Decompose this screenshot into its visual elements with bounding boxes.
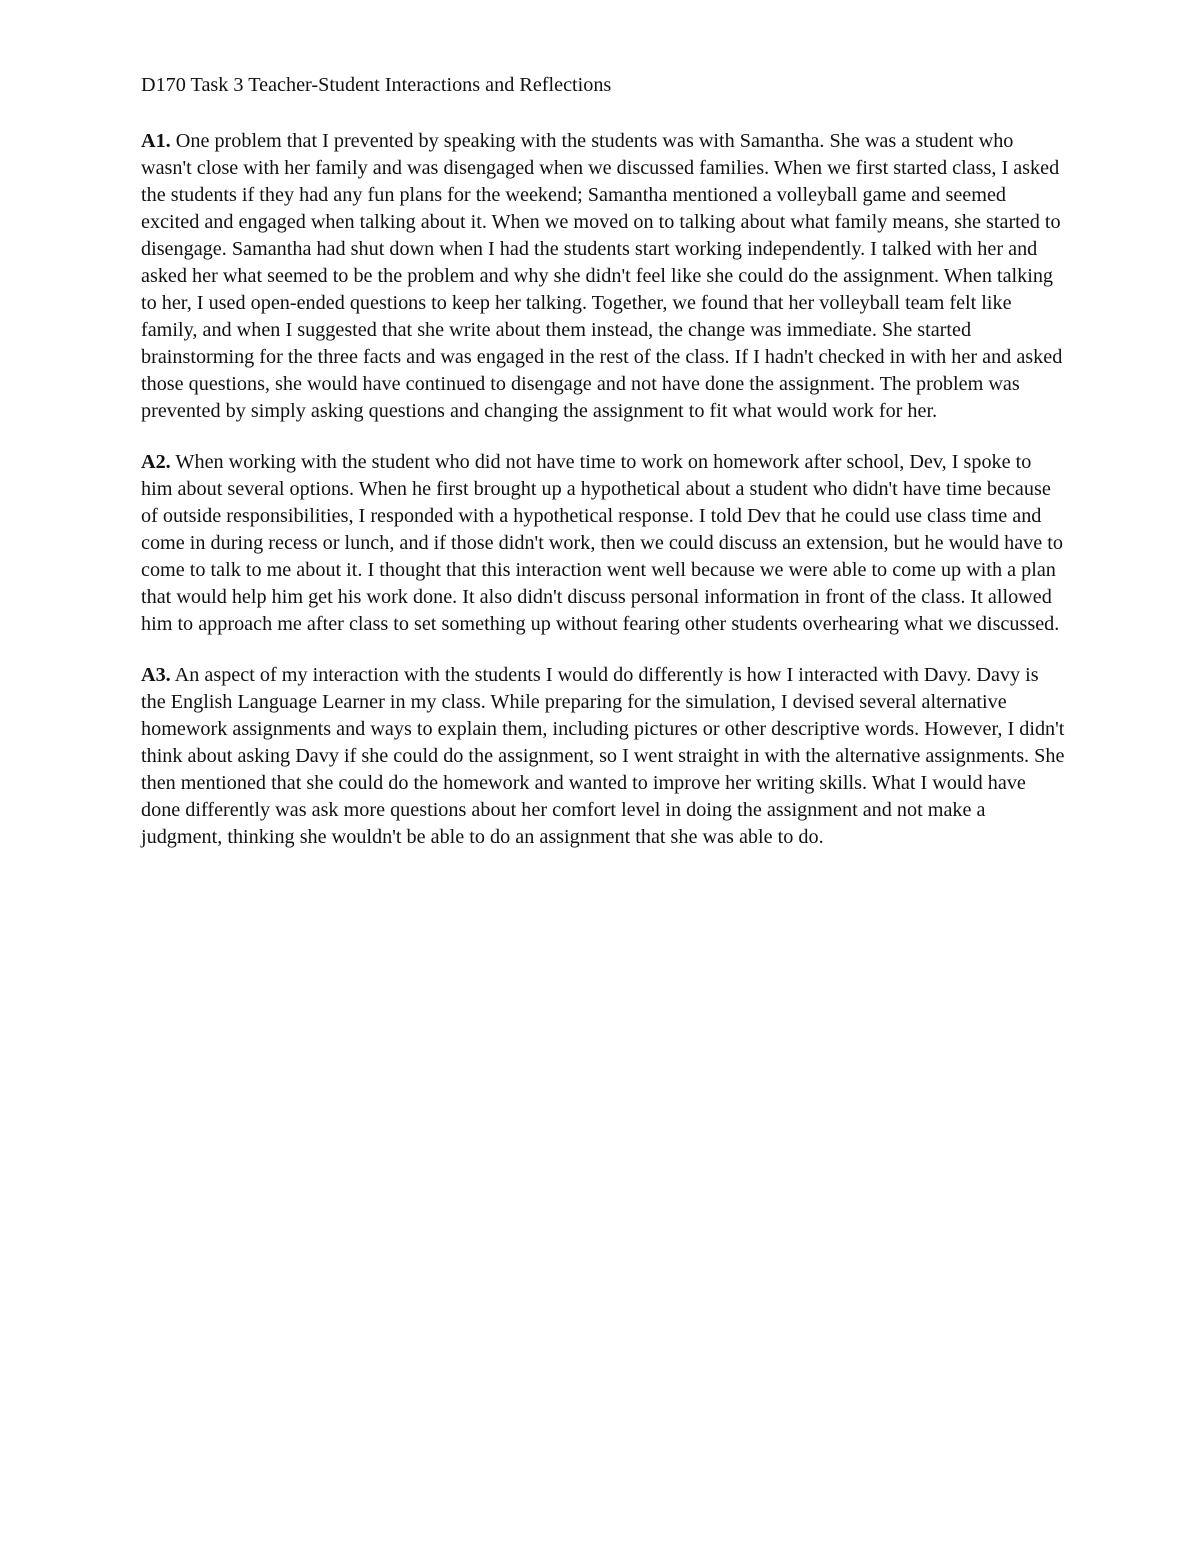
section-a1-text: One problem that I prevented by speaking with the students was with Samantha. She was a student who wasn't close with her family and was disengaged when we discussed families. When we first started class, I asked the students if they had any fun plans for the weekend; Samantha mentioned a volleyball game and seemed excited and engaged when talking about it. When we moved on to talking about what family means, she started to disengage. Samantha had shut down when I had the students start working independently. I talked with her and asked her what seemed to be the problem and why she didn't feel like she could do the assignment. When talking to her, I used open-ended questions to keep her talking. Together, we found that her volleyball team felt like family, and when I suggested that she write about them instead, the change was immediate. She started brainstorming for the three facts and was engaged in the rest of the class. If I hadn't checked in with her and asked those questions, she would have continued to disengage and not have done the assignment. The problem was prevented by simply asking questions and changing the assignment to fit what would work for her. [141,130,1063,422]
section-a2-text: When working with the student who did not have time to work on homework after school, Dev, I spoke to him about several options. When he first brought up a hypothetical about a student who didn't have time because of outside responsibilities, I responded with a hypothetical response. I told Dev that he could use class time and come in during recess or lunch, and if those didn't work, then we could discuss an extension, but he would have to come to talk to me about it. I thought that this interaction went well because we were able to come up with a plan that would help him get his work done. It also didn't discuss personal information in front of the class. It allowed him to approach me after class to set something up without fearing other students overhearing what we discussed. [141,451,1063,635]
section-a3 [141,662,1066,851]
section-a3-text: An aspect of my interaction with the students I would do differently is how I interacted with Davy. Davy is the English Language Learner in my class. While preparing for the simulation, I devised several alternative homework assignments and ways to explain them, including pictures or other descriptive words. However, I didn't think about asking Davy if she could do the assignment, so I went straight in with the alternative assignments. She then mentioned that she could do the homework and wanted to improve her writing skills. What I would have done differently was ask more questions about her comfort level in doing the assignment and not make a judgment, thinking she wouldn't be able to do an assignment that she was able to do. [141,664,1065,848]
section-a2 [141,449,1066,638]
section-a3-label: A3. [141,664,171,686]
document-title: D170 Task 3 Teacher-Student Interactions and Reflections [141,74,612,96]
section-a2-label: A2. [141,451,171,473]
section-a1 [141,128,1066,425]
document-body [141,72,1066,875]
section-a1-label: A1. [141,130,171,152]
